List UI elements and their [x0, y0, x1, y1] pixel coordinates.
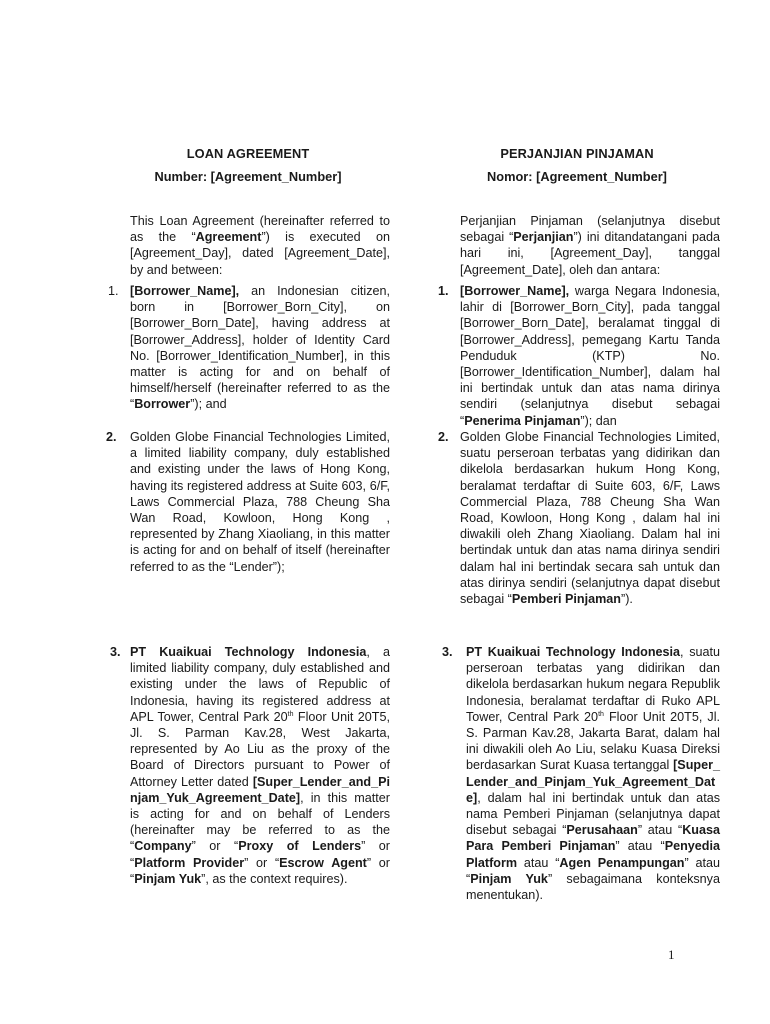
indonesian-item1-number: 1.	[438, 284, 449, 298]
indonesian-item2-paragraph: Golden Globe Financial Technologies Limited, suatu perseroan terbatas yang didirikan dan dikelola berdasarkan hukum Hong Kong, beralamat terdaftar di Suite 603, 6/F, Laws Commercial Plaza, 788 Cheung Sha Wan Road, Kowloon, Hong Kong , dalam hal ini diwakili oleh Zhang Xiaoliang. Dalam hal ini bertindak untuk dan atas nama dirinya sendiri dalam hal ini bertindak secara sah untuk dan atas dirinya sendiri (selanjutnya dapat disebut sebagai “Pemberi Pinjaman”).	[460, 430, 720, 607]
english-intro-paragraph: This Loan Agreement (hereinafter referred to as the “Agreement”) is executed on [Agreement_Day], dated [Agreement_Date], by and between:	[130, 214, 390, 277]
indonesian-title: PERJANJIAN PINJAMAN	[500, 146, 654, 161]
indonesian-number-line: Nomor: [Agreement_Number]	[487, 169, 667, 184]
indonesian-item3-paragraph: PT Kuaikuai Technology Indonesia, suatu perseroan terbatas yang didirikan dan dikelola berdasarkan hukum negara Republik Indonesia, beralamat terdaftar di Ruko APL Tower, Central Park 20th Floor Unit 20T5, Jl. S. Parman Kav.28, Jakarta Barat, dalam hal ini diwakili oleh Ao Liu, selaku Kuasa Direksi berdasarkan Surat Kuasa tertanggal [Super_Lender_and_Pinjam_Yuk_Agreement_Date], dalam hal ini bertindak untuk dan atas nama Pemberi Pinjaman (selanjutnya dapat disebut sebagai “Perusahaan” atau “Kuasa Para Pemberi Pinjaman” atau “Penyedia Platform atau “Agen Penampungan” atau “Pinjam Yuk” sebagaimana konteksnya menentukan).	[466, 645, 721, 903]
english-title: LOAN AGREEMENT	[186, 146, 310, 161]
english-item3-number: 3.	[110, 645, 121, 659]
english-item3-paragraph: PT Kuaikuai Technology Indonesia, a limited liability company, duly established and existing under the laws of Republic of Indonesia, having its registered address at APL Tower, Central Park 20th Floor Unit 20T5, Jl. S. Parman Kav.28, West Jakarta, represented by Ao Liu as the proxy of the Board of Directors pursuant to Power of Attorney Letter dated [Super_Lender_and_Pinjam_Yuk_Agreement_Date], in this matter is acting for and on behalf of Lenders (hereinafter may be referred to as the “Company” or “Proxy of Lenders” or “Platform Provider” or “Escrow Agent” or “Pinjam Yuk”, as the context requires).	[130, 645, 390, 886]
english-number-line: Number: [Agreement_Number]	[154, 169, 342, 184]
indonesian-intro-paragraph: Perjanjian Pinjaman (selanjutnya disebut sebagai “Perjanjian”) ini ditandatangani pada hari ini, [Agreement_Day], tanggal [Agreement_Date], oleh dan antara:	[460, 214, 721, 277]
indonesian-item3-number: 3.	[442, 645, 453, 659]
indonesian-item1-paragraph: [Borrower_Name], warga Negara Indonesia, lahir di [Borrower_Born_City], pada tanggal [Borrower_Born_Date], beralamat tinggal di [Borrower_Address], pemegang Kartu Tanda Penduduk (KTP) No. [Borrower_Identification_Number], dalam hal ini bertindak untuk dan atas nama dirinya sendiri (selanjutnya disebut sebagai “Penerima Pinjaman”); dan	[460, 284, 720, 428]
english-item2-number: 2.	[106, 430, 117, 444]
page-number: 1	[668, 947, 675, 962]
english-item1-number: 1.	[108, 284, 119, 298]
indonesian-item2-number: 2.	[438, 430, 449, 444]
english-item1-paragraph: [Borrower_Name], an Indonesian citizen, born in [Borrower_Born_City], on [Borrower_Born_Date], having address at [Borrower_Address], holder of Identity Card No. [Borrower_Identification_Number], in this matter is acting for and on behalf of himself/herself (hereinafter referred to as the “Borrower”); and	[130, 284, 390, 412]
english-item2-paragraph: Golden Globe Financial Technologies Limited, a limited liability company, duly established and existing under the laws of Hong Kong, having its registered address at Suite 603, 6/F, Laws Commercial Plaza, 788 Cheung Sha Wan Road, Kowloon, Hong Kong , represented by Zhang Xiaoliang, in this matter is acting for and on behalf of itself (hereinafter referred to as the “Lender”);	[130, 430, 390, 574]
